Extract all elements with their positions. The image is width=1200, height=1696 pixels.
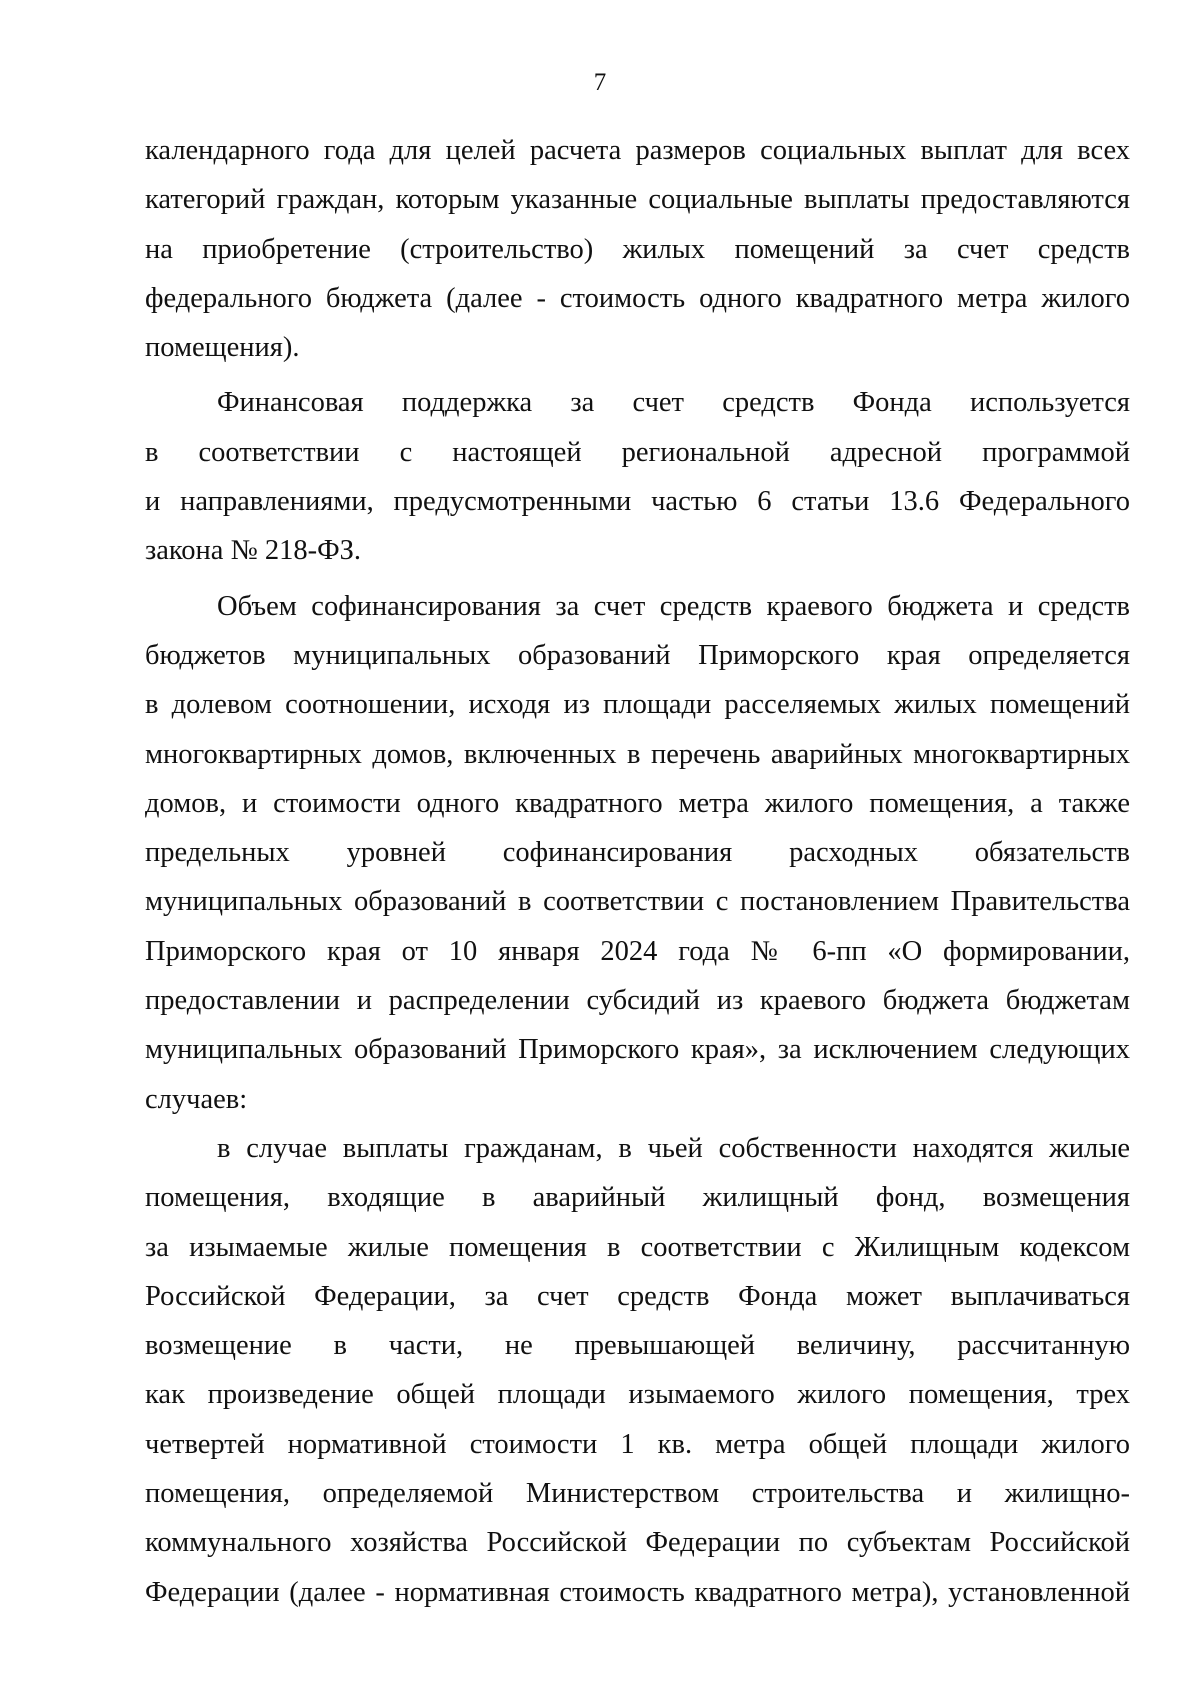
text-line: календарного года для целей расчета размеров социальных выплат для всех bbox=[145, 135, 1130, 166]
text-line: Финансовая поддержка за счет средств Фонда используется bbox=[217, 387, 1130, 419]
paragraph bbox=[145, 582, 1130, 1124]
text-line: предельных уровней софинансирования расходных обязательств bbox=[145, 837, 1130, 869]
text-line: помещения). bbox=[145, 332, 300, 364]
text-line: Приморского края от 10 января 2024 года № 6-пп «О формировании, bbox=[145, 935, 1130, 967]
text-line: бюджетов муниципальных образований Приморского края определяется bbox=[145, 639, 1130, 671]
text-line: муниципальных образований в соответствии с постановлением Правительства bbox=[145, 886, 1130, 918]
text-line: в долевом соотношении, исходя из площади расселяемых жилых помещений bbox=[145, 689, 1130, 721]
text-line: домов, и стоимости одного квадратного метра жилого помещения, а также bbox=[145, 787, 1130, 819]
text-line: за изымаемые жилые помещения в соответствии с Жилищным кодексом bbox=[145, 1231, 1130, 1263]
text-line: возмещение в части, не превышающей величину, рассчитанную bbox=[145, 1330, 1130, 1362]
paragraph bbox=[145, 378, 1130, 575]
paragraph bbox=[145, 126, 1130, 372]
page-number: 7 bbox=[593, 69, 607, 96]
text-line: на приобретение (строительство) жилых помещений за счет средств bbox=[145, 233, 1130, 265]
text-line: коммунального хозяйства Российской Федерации по субъектам Российской bbox=[145, 1527, 1130, 1559]
text-line: предоставлении и распределении субсидий из краевого бюджета бюджетам bbox=[145, 985, 1130, 1017]
text-line: федерального бюджета (далее - стоимость одного квадратного метра жилого bbox=[145, 282, 1130, 314]
text-line: категорий граждан, которым указанные социальные выплаты предоставляются bbox=[145, 184, 1130, 216]
text-line: помещения, входящие в аварийный жилищный фонд, возмещения bbox=[145, 1182, 1130, 1214]
text-line: многоквартирных домов, включенных в перечень аварийных многоквартирных bbox=[145, 738, 1130, 770]
document-body bbox=[145, 126, 1130, 1617]
text-line: Российской Федерации, за счет средств Фонда может выплачиваться bbox=[145, 1280, 1130, 1312]
text-line: муниципальных образований Приморского края», за исключением следующих bbox=[145, 1034, 1130, 1066]
text-line: Объем софинансирования за счет средств краевого бюджета и средств bbox=[217, 590, 1130, 622]
text-line: помещения, определяемой Министерством строительства и жилищно- bbox=[145, 1478, 1130, 1510]
text-line: как произведение общей площади изымаемого жилого помещения, трех bbox=[145, 1379, 1130, 1411]
text-line: случаев: bbox=[145, 1083, 248, 1115]
text-line: Федерации (далее - нормативная стоимость квадратного метра), установленной bbox=[145, 1576, 1130, 1608]
text-line: в соответствии с настоящей региональной адресной программой bbox=[145, 436, 1130, 468]
paragraph bbox=[145, 1124, 1130, 1617]
text-line: закона № 218-ФЗ. bbox=[145, 535, 362, 567]
text-line: четвертей нормативной стоимости 1 кв. метра общей площади жилого bbox=[145, 1428, 1130, 1460]
text-line: и направлениями, предусмотренными частью 6 статьи 13.6 Федерального bbox=[145, 486, 1130, 518]
text-line: в случае выплаты гражданам, в чьей собственности находятся жилые bbox=[217, 1132, 1130, 1164]
